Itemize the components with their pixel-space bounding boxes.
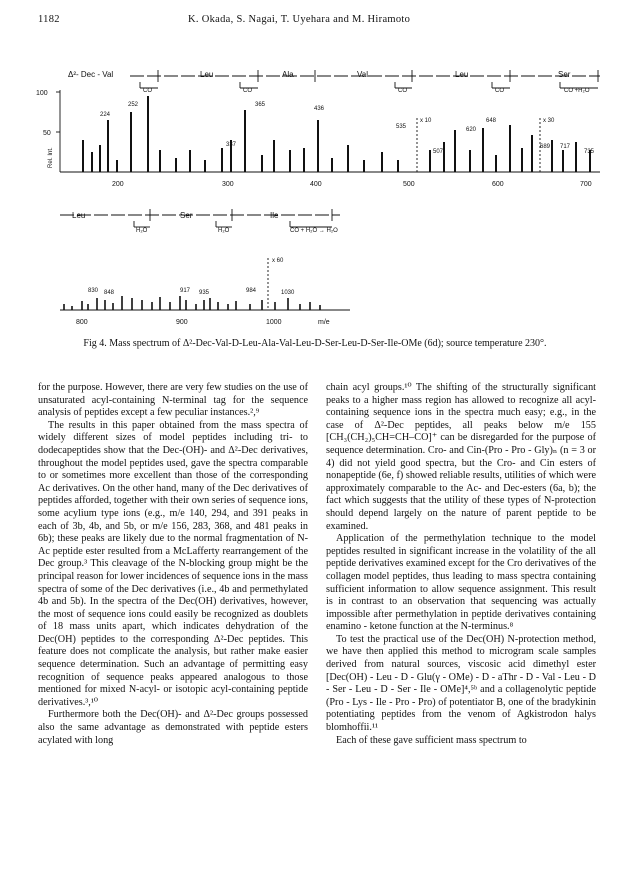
co-label: CO bbox=[495, 88, 504, 94]
peak-label: 917 bbox=[180, 288, 191, 294]
peak-label: 535 bbox=[396, 124, 407, 130]
peak-label: 935 bbox=[199, 290, 210, 296]
residue-6: Ser bbox=[558, 70, 571, 79]
peak-label: 224 bbox=[100, 112, 111, 118]
x-tick: 200 bbox=[112, 181, 124, 188]
co-label: CO +H₂O bbox=[564, 88, 590, 94]
paragraph: chain acyl groups.¹⁰ The shifting of the structurally significant peaks to a higher mass region has allowed to recognize all acyl-containing sequence ions in the spectra much easy; e.g., in the case of Δ²-Dec peptides, all peaks below m/e 155 [CH₃(CH₂)₅CH=CH–CO]⁺ can be disregarded for the purpose of sequence determination. Cro- and Cin-(Pro - Pro - Gly)ₙ (n = 3 or 4) did not yield good spectra, but the Cro- and Cin esters of nonapeptide (6e, f) showed reliable results, utilities of which were approximately comparable to the Ac- and Dec-esters (6a, b); the fact which suggests that the utility of these types of N-protection should depend largely on the nature of parent peptide to be examined. bbox=[326, 382, 596, 532]
y-tick: 50 bbox=[43, 130, 51, 137]
x-tick: 400 bbox=[310, 181, 322, 188]
co-label: CO bbox=[243, 88, 252, 94]
multiplier-label: x 30 bbox=[543, 118, 555, 124]
bottom-residue: Leu bbox=[72, 211, 86, 220]
residue-1: Δ²- Dec - Val bbox=[68, 70, 114, 79]
co-label: CO bbox=[143, 88, 152, 94]
peak-label: 848 bbox=[104, 290, 115, 296]
peak-label: 337 bbox=[226, 142, 237, 148]
multiplier-label: x 10 bbox=[420, 118, 432, 124]
paragraph: Application of the permethylation technique to the model peptides resulted in significant increase in the volatility of the all peptide derivatives examined except for the Cro derivatives of the collagen model peptides, thus leading to mass spectra containing sufficient information to allow sequence assignment. This result is in contrast to an observation that sequencing was actually impossible after permethylation in peptide derivatives containing enamino - ketone function at the N-terminus.⁸ bbox=[326, 533, 596, 633]
bottom-x-tick: 800 bbox=[76, 319, 88, 326]
x-tick: 500 bbox=[403, 181, 415, 188]
y-tick: 100 bbox=[36, 90, 48, 97]
peak-label: 620 bbox=[466, 127, 477, 133]
peak-label: 830 bbox=[88, 288, 99, 294]
bottom-residue: Ser bbox=[180, 211, 193, 220]
paragraph: Furthermore both the Dec(OH)- and Δ²-Dec groups possessed also the same advantage as demonstrated with peptide esters acylated with long bbox=[38, 709, 308, 746]
paragraph: for the purpose. However, there are very few studies on the use of unsaturated acyl-containing N-terminal tag for the sequence analysis of peptides except a few peculiar instances.²,⁹ bbox=[38, 382, 308, 419]
h2o-label: H₂O bbox=[218, 228, 230, 234]
page-number: 1182 bbox=[38, 14, 60, 25]
bottom-x-tick: 1000 bbox=[266, 319, 282, 326]
paragraph: The results in this paper obtained from the mass spectra of widely different sizes of model peptides including tri- to dodecapeptides show that the Dec-(OH)- and Δ²-Dec derivatives, throughout the model peptides used, gave the spectra comparable to or sometimes more excellent than those of the corresponding Ac derivatives. On the other hand, many of the Dec derivatives of peptides afforded, together with their own series of sequence ions, some acylium type ions (e.g., m/e 140, 294, and 391 peaks in each of 3b, 4b, and 5b, or m/e 156, 283, 368, and 481 peaks in 6b); these peaks are likely due to the normal fragmentation of N-Ac peptide ester resulted from a McLafferty rearrangement of the Dec group.³ This cleavage of the N-blocking group might be the principal reason for lower incidences of sequence ions in the mass spectra of some of the Dec derivatives (i.e., 4b and permethylated 4b and 5b). In the spectra of the Dec(OH) derivatives, however, the most of sequence ions could easily be recognized as doublets of 18 mass units apart, which indicates dehydration of the Dec(OH) peptides to the corresponding Δ²-Dec peptides. This feature does not complicate the analysis, but rather make easier sequence determination. Such an advantage of permitting easy recognition of sequence peaks appeared analogous to those mentioned for mixed N-acyl- or isotopic acyl-containing peptide derivatives.³,¹⁰ bbox=[38, 419, 308, 708]
paragraph: Each of these gave sufficient mass spectrum to bbox=[336, 734, 527, 746]
residue-5: Leu bbox=[455, 70, 469, 79]
peak-label: 717 bbox=[560, 144, 571, 150]
x-tick: 700 bbox=[580, 181, 592, 188]
h2o-label: H₂O bbox=[136, 228, 148, 234]
right-column bbox=[326, 382, 596, 747]
h2o-label: CO + H₂O → H₂O bbox=[290, 228, 338, 234]
left-column bbox=[38, 382, 308, 747]
peak-label: 365 bbox=[255, 102, 266, 108]
x-tick: 600 bbox=[492, 181, 504, 188]
y-axis-label: Rel. Int. bbox=[48, 147, 54, 168]
bottom-x-unit: m/e bbox=[318, 319, 330, 326]
residue-2: Leu bbox=[200, 70, 214, 79]
peak-label: 984 bbox=[246, 288, 257, 294]
peak-label: 735 bbox=[584, 149, 595, 155]
figure-caption: Fig 4. Mass spectrum of Δ²-Dec-Val-D-Leu-Ala-Val-Leu-D-Ser-Leu-D-Ser-Ile-OMe (6d); source temperature 230°. bbox=[83, 338, 547, 349]
residue-4: Val bbox=[357, 70, 368, 79]
residue-3: Ala bbox=[282, 70, 294, 79]
mass-spectrum-figure bbox=[0, 0, 624, 335]
paragraph: To test the practical use of the Dec(OH) N-protection method, we have then applied this method to microgram scale samples derived from natural sources, viscosic acid dimethyl ester [Dec(OH) - Leu - D - Glu(γ - OMe) - D - aThr - D - Val - Leu - D - Ser - Leu - D - Ser - Ile - OMe]⁴,⁵ᵇ and a collagenolytic peptide (Pro - Lys - Ile - Pro - Pro) of potentiator B, one of the bradykinin potentiating peptides from the venom of Agkistrodon halys blomhoffii.¹¹ bbox=[326, 633, 596, 734]
x-tick: 300 bbox=[222, 181, 234, 188]
multiplier-label: x 60 bbox=[272, 258, 284, 264]
peak-label: 1030 bbox=[281, 290, 295, 296]
bottom-residue: Ile bbox=[270, 211, 279, 220]
peak-label: 648 bbox=[486, 118, 497, 124]
peak-label: 436 bbox=[314, 106, 325, 112]
running-head-authors: K. Okada, S. Nagai, T. Uyehara and M. Hiramoto bbox=[188, 14, 411, 25]
peak-label: 507 bbox=[433, 149, 444, 155]
co-label: CO bbox=[398, 88, 407, 94]
bottom-x-tick: 900 bbox=[176, 319, 188, 326]
peak-label: 252 bbox=[128, 102, 139, 108]
peak-label: 689 bbox=[540, 144, 551, 150]
